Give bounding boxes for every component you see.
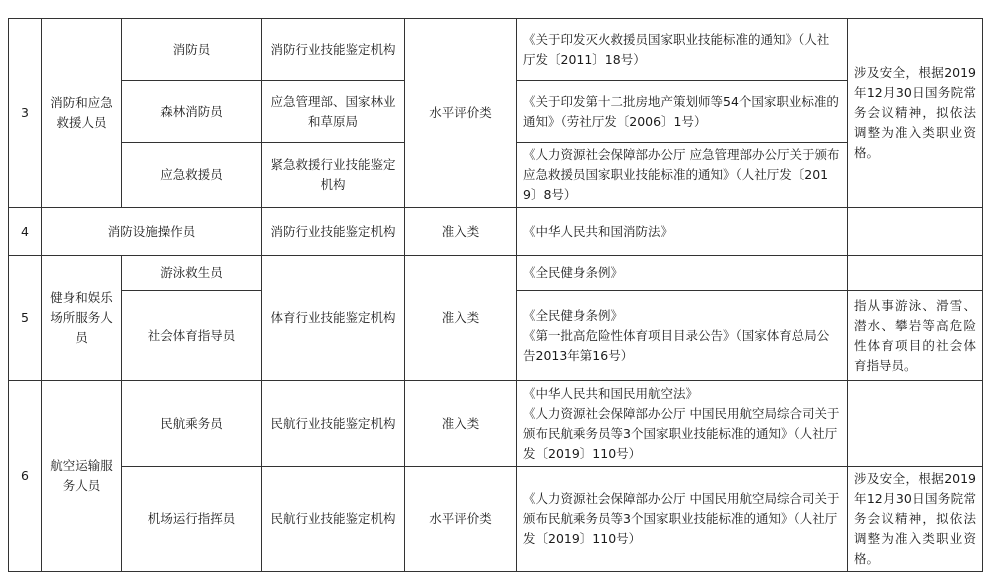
basis-line: 《关于印发第十二批房地产策划师等54个国家职业标准的通知》（劳社厅发〔2006〕1号） [523, 93, 839, 129]
legal-basis [517, 208, 848, 256]
basis-line: 《全民健身条例》 [523, 265, 624, 280]
occupation-category: 消防和应急救援人员 [42, 19, 122, 208]
row-number: 4 [9, 208, 42, 256]
occupation-title: 民航乘务员 [122, 381, 262, 467]
basis-line: 《人力资源社会保障部办公厅 中国民用航空局综合司关于颁布民航乘务员等3个国家职业技能标准的通知》（人社厅发〔2019〕110号） [523, 405, 840, 461]
implementing-org: 体育行业技能鉴定机构 [262, 256, 405, 381]
legal-basis [517, 256, 848, 291]
basis-line: 《中华人民共和国民用航空法》 [523, 385, 699, 401]
implementing-org: 消防行业技能鉴定机构 [262, 19, 405, 81]
occupation-category: 健身和娱乐场所服务人员 [42, 256, 122, 381]
legal-basis [517, 19, 848, 81]
occupation-title: 消防设施操作员 [42, 208, 262, 256]
row-number: 3 [9, 19, 42, 208]
qualification-type: 准入类 [405, 208, 517, 256]
occupation-title: 消防员 [122, 19, 262, 81]
remark [848, 208, 983, 256]
table-row [9, 256, 983, 291]
basis-line: 《第一批高危险性体育项目目录公告》（国家体育总局公告2013年第16号） [523, 327, 830, 363]
basis-line: 《中华人民共和国消防法》 [523, 223, 674, 239]
implementing-org: 民航行业技能鉴定机构 [262, 467, 405, 572]
remark: 指从事游泳、滑雪、潜水、攀岩等高危险性体育项目的社会体育指导员。 [848, 291, 983, 381]
occupation-title: 森林消防员 [122, 81, 262, 143]
occupation-title: 机场运行指挥员 [122, 467, 262, 572]
qualification-type: 准入类 [405, 381, 517, 467]
basis-line: 《全民健身条例》 [523, 307, 624, 323]
legal-basis [517, 467, 848, 572]
remark: 涉及安全，根据2019年12月30日国务院常务会议精神，拟依法调整为准入类职业资格。 [848, 467, 983, 572]
row-number: 5 [9, 256, 42, 381]
implementing-org: 消防行业技能鉴定机构 [262, 208, 405, 256]
qualification-table [8, 18, 983, 572]
table-row [9, 19, 983, 81]
remark: 涉及安全，根据2019年12月30日国务院常务会议精神，拟依法调整为准入类职业资格。 [848, 19, 983, 208]
table-row [9, 208, 983, 256]
legal-basis [517, 81, 848, 143]
row-number: 6 [9, 381, 42, 572]
legal-basis [517, 291, 848, 381]
occupation-title: 社会体育指导员 [122, 291, 262, 381]
remark [848, 381, 983, 467]
occupation-title: 应急救援员 [122, 143, 262, 208]
legal-basis [517, 143, 848, 208]
occupation-title: 游泳救生员 [122, 256, 262, 291]
qualification-type: 水平评价类 [405, 467, 517, 572]
basis-line: 《关于印发灭火救援员国家职业技能标准的通知》（人社厅发〔2011〕18号） [523, 31, 830, 67]
basis-line: 《人力资源社会保障部办公厅 中国民用航空局综合司关于颁布民航乘务员等3个国家职业技能标准的通知》（人社厅发〔2019〕110号） [523, 491, 840, 546]
qualification-type: 水平评价类 [405, 19, 517, 208]
occupation-category: 航空运输服务人员 [42, 381, 122, 572]
table-row [9, 381, 983, 467]
basis-line: 《人力资源社会保障部办公厅 应急管理部办公厅关于颁布应急救援员国家职业技能标准的通知》（人社厅发〔2019〕8号） [523, 147, 840, 202]
remark [848, 256, 983, 291]
qualification-type: 准入类 [405, 256, 517, 381]
implementing-org: 民航行业技能鉴定机构 [262, 381, 405, 467]
implementing-org: 应急管理部、国家林业和草原局 [262, 81, 405, 143]
table-row [9, 467, 983, 572]
implementing-org: 紧急救援行业技能鉴定机构 [262, 143, 405, 208]
legal-basis [517, 381, 848, 467]
